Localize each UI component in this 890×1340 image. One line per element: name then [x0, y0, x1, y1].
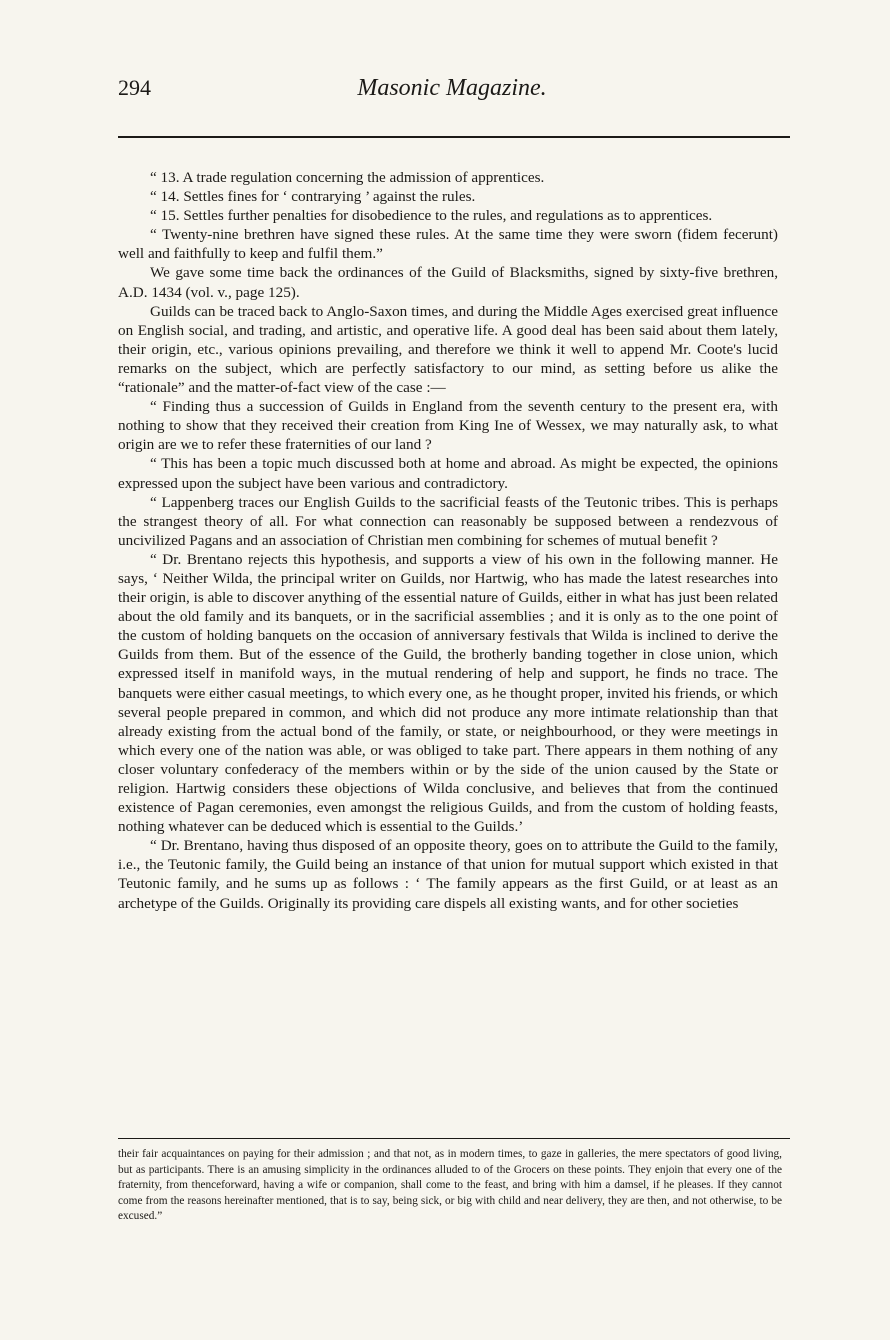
- page-header: [118, 75, 786, 115]
- paragraph-8: “ This has been a topic much discussed both at home and abroad. As might be expected, the opinions expressed upon the subject have been various and contradictory.: [118, 455, 778, 492]
- running-head: Masonic Magazine.: [357, 75, 547, 101]
- paragraph-9: “ Lappenberg traces our English Guilds to the sacrificial feasts of the Teutonic tribes. This is perhaps the strangest theory of all. For what connection can reasonably be supposed between a rendezvous of uncivilized Pagans and an association of Christian men combining for schemes of mutual benefit ?: [118, 493, 778, 549]
- paragraph-3: “ 15. Settles further penalties for disobedience to the rules, and regulations as to apprentices.: [150, 207, 713, 225]
- paragraph-7: “ Finding thus a succession of Guilds in England from the seventh century to the present era, with nothing to show that they received their creation from King Ine of Wessex, we may naturally ask, to what origin are we to refer these fraternities of our land ?: [118, 398, 778, 454]
- footnote-rule: [118, 1138, 790, 1139]
- paragraph-10: “ Dr. Brentano rejects this hypothesis, and supports a view of his own in the following manner. He says, ‘ Neither Wilda, the principal writer on Guilds, nor Hartwig, who has made the latest researches into their origin, is able to discover anything of the essential nature of Guilds, either in what has just been related about the old family and its banquets, or in the sacrificial assemblies ; and it is only as to the one point of the custom of holding banquets on the occasion of anniversary festivals that Wilda is inclined to derive the Guilds from them. But of the essence of the Guild, the brotherly banding together in close union, which expressed itself in manifold ways, in the mutual rendering of help and support, he finds no trace. The banquets were either casual meetings, to which every one, as he thought proper, invited his friends, or which several people prepared in common, and which did not produce any more intimate relationship than that already existing from the actual bond of the family, or state, or neighbourhood, or they were meetings in which every one of the nation was able, or was obliged to take part. There appears in them nothing of any closer voluntary confederacy of the members within or by the side of the union caused by the State or religion. Hartwig considers these objections of Wilda conclusive, and believes that from the continued existence of Pagan ceremonies, even amongst the religious Guilds, and from the custom of holding feasts, nothing whatever can be deduced which is essential to the Guilds.’: [118, 550, 778, 836]
- paragraph-2: “ 14. Settles fines for ‘ contrarying ’ against the rules.: [150, 188, 476, 206]
- footnote: [118, 1147, 782, 1225]
- paragraph-5: We gave some time back the ordinances of the Guild of Blacksmiths, signed by sixty-five brethren, A.D. 1434 (vol. v., page 125).: [118, 264, 778, 301]
- paragraph-1: “ 13. A trade regulation concerning the admission of apprentices.: [150, 169, 545, 186]
- paragraph-6: Guilds can be traced back to Anglo-Saxon times, and during the Middle Ages exercised great influence on English social, and trading, and artistic, and operative life. A good deal has been said about them lately, their origin, etc., various opinions prevailing, and therefore we think it well to append Mr. Coote's lucid remarks on the subject, which are perfectly satisfactory to our mind, as setting before us alike the “rationale” and the matter-of-fact view of the case :—: [118, 302, 778, 397]
- page-number: 294: [118, 75, 151, 100]
- header-rule: [118, 136, 790, 138]
- body-text: [118, 168, 778, 913]
- paragraph-11: “ Dr. Brentano, having thus disposed of an opposite theory, goes on to attribute the Guild to the family, i.e., the Teutonic family, the Guild being an instance of that union for mutual support which existed in that Teutonic family, and he sums up as follows : ‘ The family appears as the first Guild, or at least as an archetype of the Guilds. Originally its providing care dispels all existing wants, and for other societies: [118, 837, 778, 912]
- footnote-text: their fair acquaintances on paying for their admission ; and that not, as in modern times, to gaze in galleries, the mere spectators of good living, but as participants. There is an amusing simplicity in the ordinances alluded to of the Grocers on these points. They enjoin that every one of the fraternity, from thenceforward, having a wife or companion, shall come to the feast, and bring with him a damsel, if he pleases. If they cannot come from the reasons hereinafter mentioned, that is to say, being sick, or big with child and near delivery, they are then, and not otherwise, to be excused.”: [118, 1148, 782, 1223]
- paragraph-4: “ Twenty-nine brethren have signed these rules. At the same time they were sworn (fidem fecerunt) well and faithfully to keep and fulfil them.”: [118, 226, 778, 263]
